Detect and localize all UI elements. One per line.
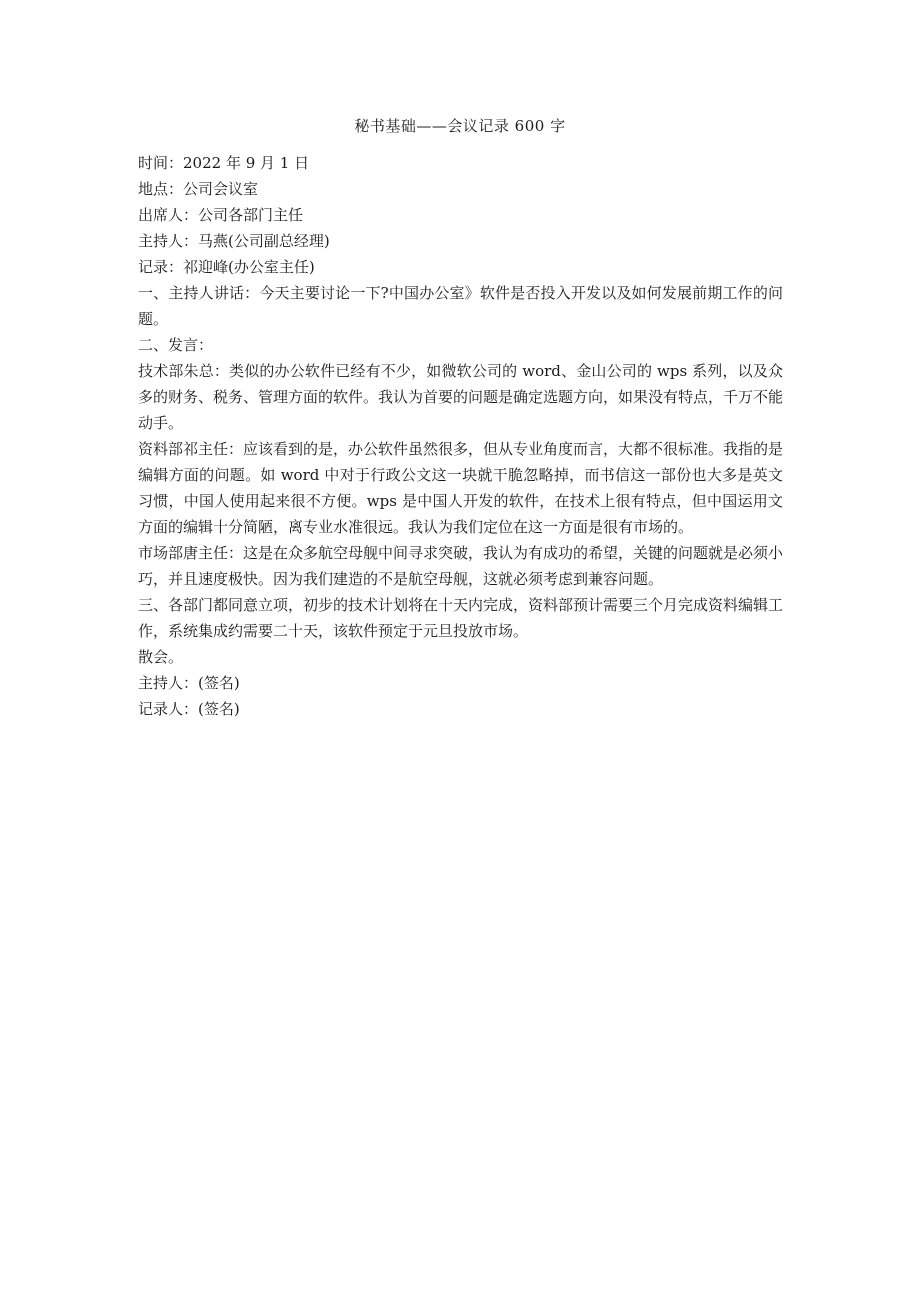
host-opening-remarks: 一、主持人讲话：今天主要讨论一下?中国办公室》软件是否投入开发以及如何发展前期工作的问题。: [138, 284, 783, 328]
speeches-heading: 二、发言：: [138, 336, 214, 354]
meeting-host: 主持人：马燕(公司副总经理): [138, 232, 330, 250]
meeting-decision: 三、各部门都同意立项，初步的技术计划将在十天内完成，资料部预计需要三个月完成资料编辑工作，系统集成约需要二十天，该软件预定于元旦投放市场。: [138, 596, 784, 640]
speech-data-department: 资料部祁主任：应该看到的是，办公软件虽然很多，但从专业角度而言，大都不很标准。我指的是编辑方面的问题。如 word 中对于行政公文这一块就干脆忽略掉，而书信这一部份也大多是英文习惯，中国人使用起来很不方便。wps 是中国人开发的软件，在技术上很有特点，但中国运用文方面的编辑十分简陋，离专业水准很远。我认为我们定位在这一方面是很有市场的。: [138, 440, 784, 536]
meeting-place: 地点：公司会议室: [138, 180, 259, 198]
host-signature-line: 主持人：(签名): [138, 674, 240, 692]
meeting-recorder: 记录：祁迎峰(办公室主任): [138, 258, 315, 276]
meeting-closing: 散会。: [138, 648, 184, 666]
recorder-signature-line: 记录人：(签名): [138, 700, 240, 718]
document-body: [138, 150, 783, 722]
speech-market-department: 市场部唐主任：这是在众多航空母舰中间寻求突破，我认为有成功的希望，关键的问题就是必须小巧，并且速度极快。因为我们建造的不是航空母舰，这就必须考虑到兼容问题。: [138, 544, 784, 588]
meeting-time: 时间：2022 年 9 月 1 日: [138, 154, 310, 172]
speech-tech-department: 技术部朱总：类似的办公软件已经有不少，如微软公司的 word、金山公司的 wps 系列，以及众多的财务、税务、管理方面的软件。我认为首要的问题是确定选题方向，如果没有特点，千万不能动手。: [138, 362, 784, 432]
document-title: 秘书基础——会议记录 600 字: [354, 117, 566, 135]
meeting-attendees: 出席人：公司各部门主任: [138, 206, 304, 224]
